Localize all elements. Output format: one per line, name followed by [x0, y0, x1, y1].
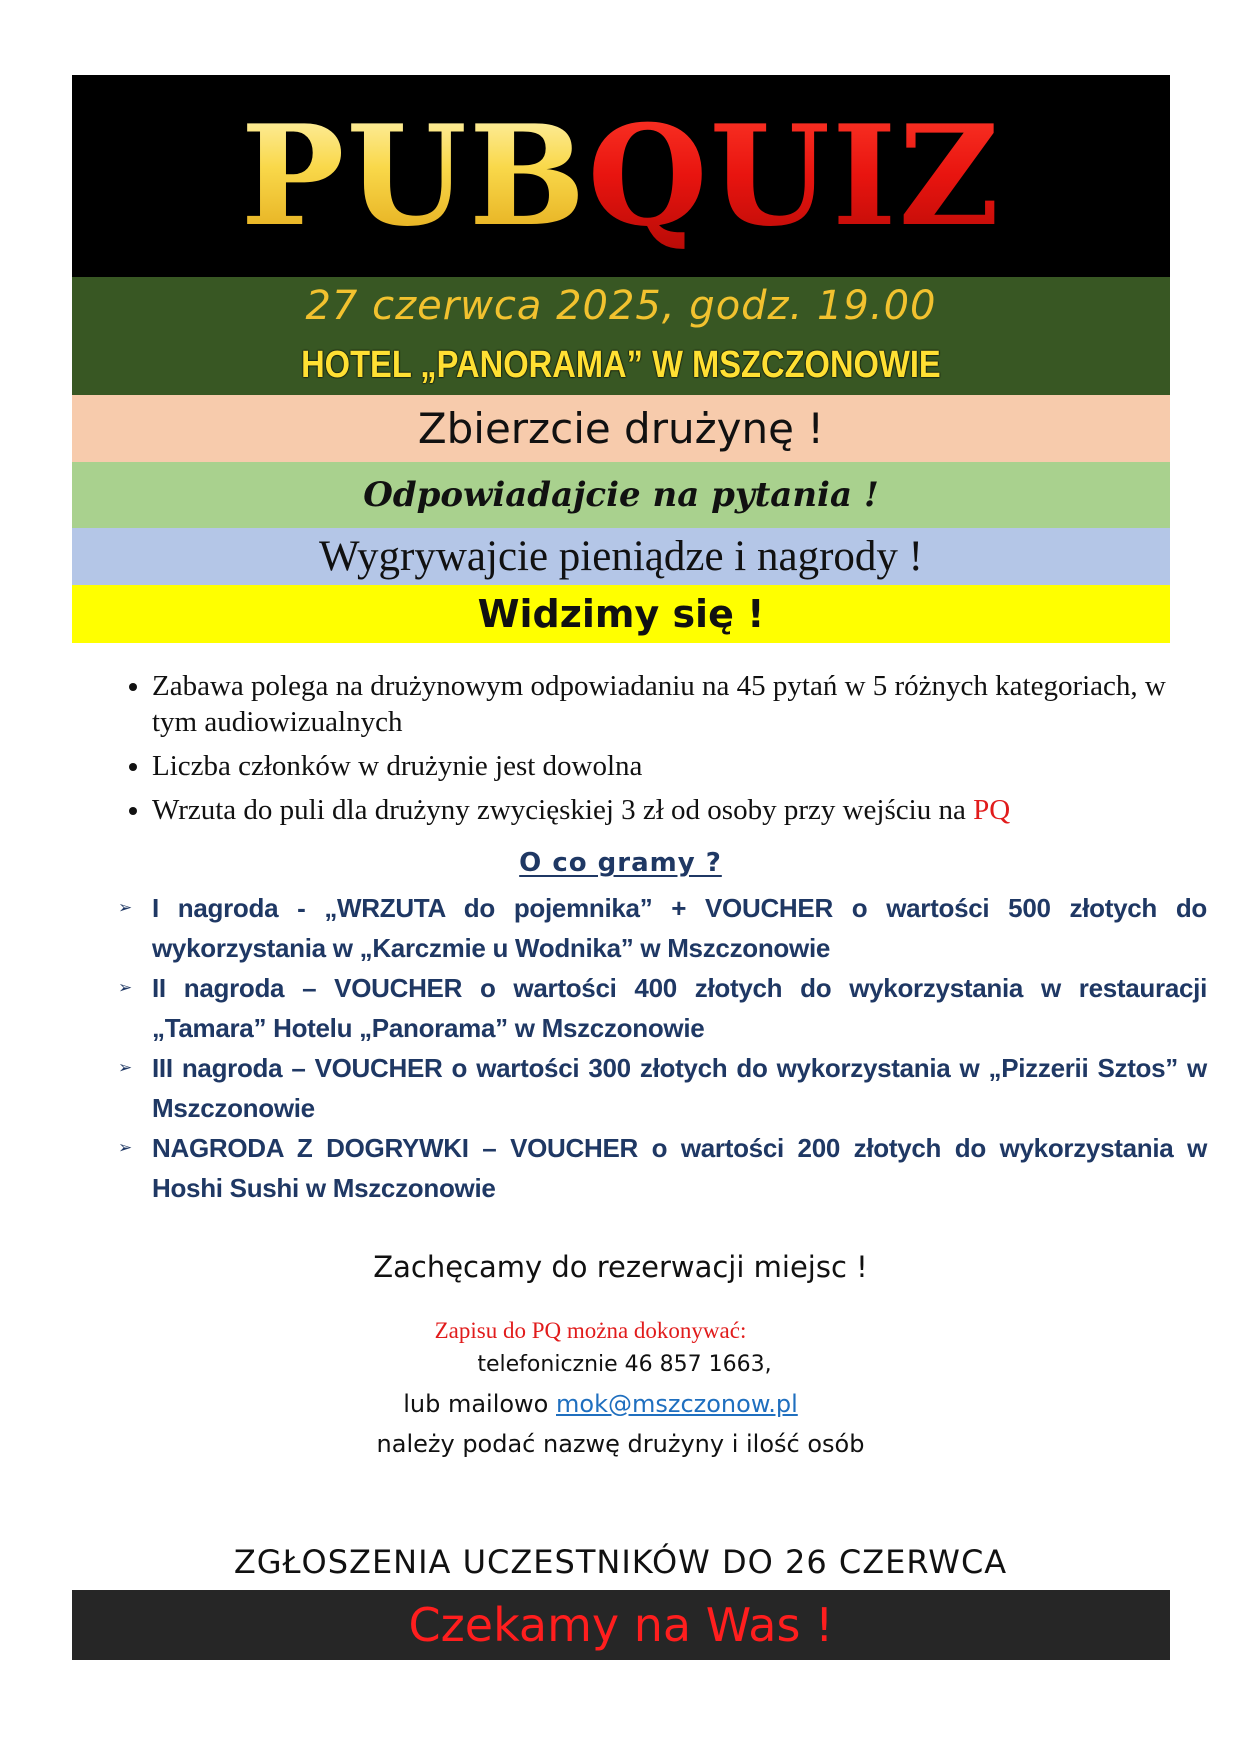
rule-item [152, 792, 1212, 828]
email-prefix: lub mailowo [403, 1390, 556, 1418]
slogan-team: Zbierzcie drużynę ! [417, 404, 825, 453]
prize-item [118, 1128, 1207, 1208]
title-banner [72, 75, 1170, 277]
closing-message: Czekamy na Was ! [408, 1598, 834, 1652]
rule-text: Wrzuta do puli dla drużyny zwycięskiej 3 zł od osoby przy wejściu na [152, 794, 974, 826]
prizes-list [112, 888, 1207, 1208]
arrow-bullet-icon: ➢ [118, 978, 132, 997]
reservation-invite: Zachęcamy do rezerwacji miejsc ! [373, 1250, 868, 1284]
prize-item [118, 1048, 1207, 1128]
registration-deadline: ZGŁOSZENIA UCZESTNIKÓW DO 26 CZERWCA [233, 1543, 1008, 1581]
arrow-bullet-icon: ➢ [118, 1058, 132, 1077]
venue-banner [72, 335, 1170, 395]
prizes-heading: O co gramy ? [519, 848, 722, 878]
slogan-see-banner [72, 585, 1170, 643]
title-pub: PUB [240, 94, 588, 257]
poster-title [72, 75, 1170, 277]
signup-phone: telefonicznie 46 857 1663, [477, 1352, 772, 1377]
prize-item [118, 888, 1207, 968]
rule-item: • Zabawa polega na drużynowym odpowiadaniu na 45 pytań w 5 różnych kategoriach, w tym audiowizualnych [152, 668, 1212, 740]
date-banner [72, 277, 1170, 335]
signup-info: należy podać nazwę drużyny i ilość osób [376, 1430, 865, 1458]
email-link[interactable]: mok@mszczonow.pl [556, 1390, 798, 1418]
slogan-win-banner [72, 528, 1170, 585]
prize-item [118, 968, 1207, 1048]
prize-text: NAGRODA Z DOGRYWKI – VOUCHER o wartości 200 złotych do wykorzystania w Hoshi Sushi w Mszczonowie [152, 1133, 1207, 1203]
slogan-see: Widzimy się ! [477, 592, 765, 636]
signup-email-line [0, 1390, 1221, 1418]
slogan-answer: Odpowiadajcie na pytania ! [363, 475, 879, 515]
arrow-bullet-icon: ➢ [118, 1138, 132, 1157]
slogan-answer-banner [72, 462, 1170, 528]
rules-list [112, 668, 1212, 836]
event-venue: HOTEL „PANORAMA” W MSZCZONOWIE [301, 344, 941, 386]
closing-banner [72, 1590, 1170, 1660]
event-date: 27 czerwca 2025, godz. 19.00 [305, 283, 937, 329]
prize-text: III nagroda – VOUCHER o wartości 300 złotych do wykorzystania w „Pizzerii Sztos” w Mszczonowie [152, 1053, 1207, 1123]
prize-text: I nagroda - „WRZUTA do pojemnika” + VOUCHER o wartości 500 złotych do wykorzystania w „Karczmie u Wodnika” w Mszczonowie [152, 893, 1207, 963]
rule-highlight: PQ [973, 794, 1011, 826]
rule-item: • Liczba członków w drużynie jest dowolna [152, 748, 1212, 784]
arrow-bullet-icon: ➢ [118, 898, 132, 917]
slogan-team-banner [72, 395, 1170, 462]
prize-text: II nagroda – VOUCHER o wartości 400 złotych do wykorzystania w restauracji „Tamara” Hotelu „Panorama” w Mszczonowie [152, 973, 1207, 1043]
slogan-win: Wygrywajcie pieniądze i nagrody ! [319, 533, 923, 580]
signup-title: Zapisu do PQ można dokonywać: [434, 1318, 747, 1343]
title-quiz: QUIZ [587, 94, 1002, 257]
